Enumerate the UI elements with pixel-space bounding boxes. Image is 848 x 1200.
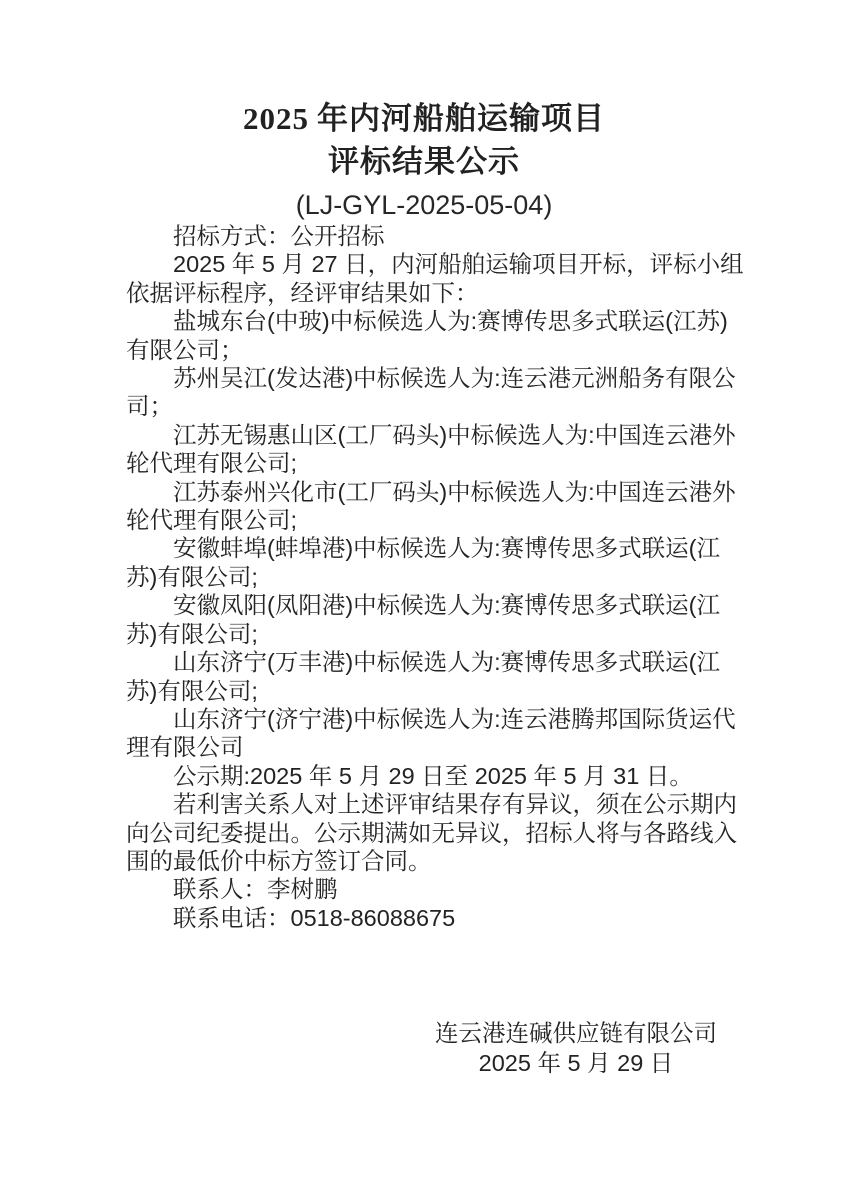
body-line: 安徽凤阳(凤阳港)中标候选人为:赛博传思多式联运(江 xyxy=(173,592,721,619)
body-line: 依据评标程序，经评审结果如下： xyxy=(126,279,479,306)
body-line: 2025 年 5 月 27 日，内河船舶运输项目开标，评标小组 xyxy=(173,251,744,278)
page-title xyxy=(0,97,848,183)
body-line: 有限公司； xyxy=(126,336,244,363)
body-line: 山东济宁(济宁港)中标候选人为:连云港腾邦国际货运代 xyxy=(173,705,736,732)
title-line-1-text: 年内河船舶运输项目 xyxy=(317,101,605,136)
signature-company: 连云港连碱供应链有限公司 xyxy=(435,1020,717,1047)
document-body xyxy=(126,222,766,932)
body-line: 若利害关系人对上述评审结果存有异议，须在公示期内 xyxy=(173,791,737,818)
body-line: 轮代理有限公司; xyxy=(126,507,298,534)
signature-block xyxy=(0,1018,848,1078)
body-line: 苏)有限公司; xyxy=(126,620,258,647)
title-line-1 xyxy=(0,97,848,140)
signature-date: 2025 年 5 月 29 日 xyxy=(478,1050,674,1077)
body-line: 司； xyxy=(126,393,173,420)
body-line: 苏)有限公司; xyxy=(126,677,258,704)
body-line: 招标方式：公开招标 xyxy=(173,223,385,249)
body-line: 联系人：李树鹏 xyxy=(173,876,338,903)
body-line: 轮代理有限公司; xyxy=(126,450,298,477)
body-line: 向公司纪委提出。公示期满如无异议，招标人将与各路线入 xyxy=(126,819,737,846)
body-line: 江苏泰州兴化市(工厂码头)中标候选人为:中国连云港外 xyxy=(173,478,736,505)
body-line: 联系电话：0518-86088675 xyxy=(173,904,456,931)
body-line: 江苏无锡惠山区(工厂码头)中标候选人为:中国连云港外 xyxy=(173,421,736,448)
body-line: 安徽蚌埠(蚌埠港)中标候选人为:赛博传思多式联运(江 xyxy=(173,535,721,562)
doc-number: (LJ-GYL-2025-05-04) xyxy=(295,190,553,220)
body-line: 公示期:2025 年 5 月 29 日至 2025 年 5 月 31 日。 xyxy=(173,762,693,789)
body-line: 理有限公司 xyxy=(126,734,244,761)
title-year: 2025 xyxy=(243,101,309,136)
body-line: 围的最低价中标方签订合同。 xyxy=(126,847,432,874)
body-line: 盐城东台(中玻)中标候选人为:赛博传思多式联运(江苏) xyxy=(173,308,728,335)
title-line-2: 评标结果公示 xyxy=(328,144,520,179)
signature-inner xyxy=(435,1018,717,1078)
body-line: 苏)有限公司; xyxy=(126,563,258,590)
body-line: 山东济宁(万丰港)中标候选人为:赛博传思多式联运(江 xyxy=(173,649,721,676)
body-line: 苏州吴江(发达港)中标候选人为:连云港元洲船务有限公 xyxy=(173,365,736,392)
